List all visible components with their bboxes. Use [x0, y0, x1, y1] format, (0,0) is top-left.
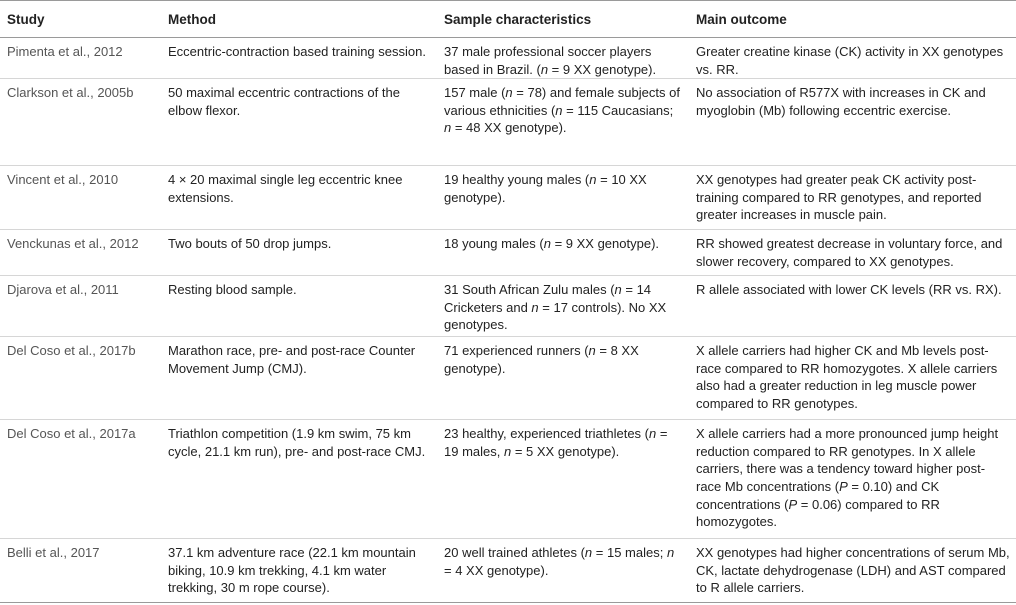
- header-study: Study: [0, 1, 162, 38]
- study-cell: Del Coso et al., 2017a: [0, 420, 162, 539]
- method-cell: Eccentric-contraction based training session.: [162, 38, 438, 79]
- table-row: [0, 166, 1016, 230]
- study-cell: Venckunas et al., 2012: [0, 230, 162, 276]
- outcome-cell: XX genotypes had higher concentrations of serum Mb, CK, lactate dehydrogenase (LDH) and AST compared to R allele carriers.: [690, 539, 1016, 603]
- sample-cell: 37 male professional soccer players based in Brazil. (n = 9 XX genotype).: [438, 38, 690, 79]
- outcome-cell: X allele carriers had a more pronounced jump height reduction compared to RR genotypes. In X allele carriers, there was a tendency toward higher post-race Mb concentrations (P = 0.10) and CK concentrations (P = 0.06) compared to RR homozygotes.: [690, 420, 1016, 539]
- sample-cell: 23 healthy, experienced triathletes (n = 19 males, n = 5 XX genotype).: [438, 420, 690, 539]
- study-cell: Vincent et al., 2010: [0, 166, 162, 230]
- table-row: [0, 337, 1016, 420]
- sample-cell: 18 young males (n = 9 XX genotype).: [438, 230, 690, 276]
- method-cell: Two bouts of 50 drop jumps.: [162, 230, 438, 276]
- method-cell: Marathon race, pre- and post-race Counter Movement Jump (CMJ).: [162, 337, 438, 420]
- table-row: [0, 230, 1016, 276]
- outcome-cell: X allele carriers had higher CK and Mb levels post-race compared to RR homozygotes. X allele carriers also had a greater reduction in leg muscle power compared to RR genotypes.: [690, 337, 1016, 420]
- outcome-cell: No association of R577X with increases in CK and myoglobin (Mb) following eccentric exercise.: [690, 79, 1016, 166]
- method-cell: Resting blood sample.: [162, 276, 438, 337]
- header-outcome: Main outcome: [690, 1, 1016, 38]
- header-row: [0, 1, 1016, 38]
- outcome-cell: Greater creatine kinase (CK) activity in XX genotypes vs. RR.: [690, 38, 1016, 79]
- outcome-cell: R allele associated with lower CK levels (RR vs. RX).: [690, 276, 1016, 337]
- sample-cell: 19 healthy young males (n = 10 XX genotype).: [438, 166, 690, 230]
- table-row: [0, 420, 1016, 539]
- method-cell: Triathlon competition (1.9 km swim, 75 km cycle, 21.1 km run), pre- and post-race CMJ.: [162, 420, 438, 539]
- outcome-cell: RR showed greatest decrease in voluntary force, and slower recovery, compared to XX genotypes.: [690, 230, 1016, 276]
- method-cell: 37.1 km adventure race (22.1 km mountain biking, 10.9 km trekking, 4.1 km water trekking, 30 m rope course).: [162, 539, 438, 603]
- table-row: [0, 79, 1016, 166]
- sample-cell: 71 experienced runners (n = 8 XX genotype).: [438, 337, 690, 420]
- table-row: [0, 276, 1016, 337]
- study-cell: Del Coso et al., 2017b: [0, 337, 162, 420]
- table-row: [0, 38, 1016, 79]
- method-cell: 4 × 20 maximal single leg eccentric knee extensions.: [162, 166, 438, 230]
- study-cell: Pimenta et al., 2012: [0, 38, 162, 79]
- study-cell: Clarkson et al., 2005b: [0, 79, 162, 166]
- study-cell: Djarova et al., 2011: [0, 276, 162, 337]
- study-cell: Belli et al., 2017: [0, 539, 162, 603]
- sample-cell: 157 male (n = 78) and female subjects of various ethnicities (n = 115 Caucasians; n = 48 XX genotype).: [438, 79, 690, 166]
- outcome-cell: XX genotypes had greater peak CK activity post-training compared to RR genotypes, and reported greater increases in muscle pain.: [690, 166, 1016, 230]
- sample-cell: 20 well trained athletes (n = 15 males; n = 4 XX genotype).: [438, 539, 690, 603]
- header-sample: Sample characteristics: [438, 1, 690, 38]
- table-row: [0, 539, 1016, 603]
- sample-cell: 31 South African Zulu males (n = 14 Cricketers and n = 17 controls). No XX genotypes.: [438, 276, 690, 337]
- method-cell: 50 maximal eccentric contractions of the elbow flexor.: [162, 79, 438, 166]
- header-method: Method: [162, 1, 438, 38]
